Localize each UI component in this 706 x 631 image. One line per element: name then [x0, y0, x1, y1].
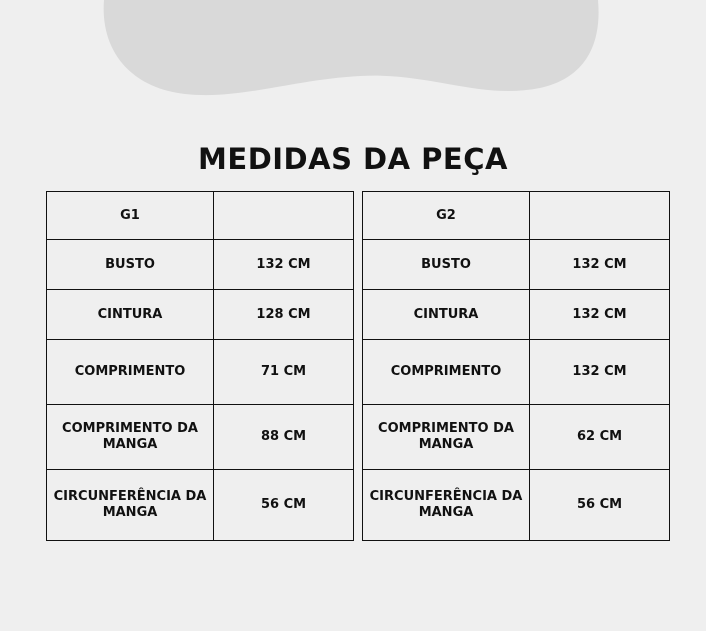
measure-value: 62 CM	[530, 405, 670, 470]
table-row	[47, 470, 354, 541]
measure-label: CIRCUNFERÊNCIA DA MANGA	[363, 470, 530, 541]
table-row	[363, 290, 670, 340]
table-header-row	[47, 192, 354, 240]
table-row	[363, 405, 670, 470]
header-value-cell	[530, 192, 670, 240]
measure-value: 132 CM	[530, 240, 670, 290]
measure-label: CINTURA	[363, 290, 530, 340]
measure-value: 88 CM	[214, 405, 354, 470]
measure-label: CINTURA	[47, 290, 214, 340]
decorative-blob	[0, 0, 706, 110]
measure-value: 132 CM	[214, 240, 354, 290]
measure-label: COMPRIMENTO	[363, 340, 530, 405]
table-row	[363, 240, 670, 290]
page-title: MEDIDAS DA PEÇA	[198, 142, 508, 176]
measure-label: BUSTO	[47, 240, 214, 290]
size-label: G1	[47, 192, 214, 240]
measure-value: 132 CM	[530, 340, 670, 405]
table-row	[363, 340, 670, 405]
table-row	[363, 470, 670, 541]
measure-label: BUSTO	[363, 240, 530, 290]
measure-value: 56 CM	[530, 470, 670, 541]
measure-label: CIRCUNFERÊNCIA DA MANGA	[47, 470, 214, 541]
size-table-g2	[362, 191, 670, 541]
measure-value: 132 CM	[530, 290, 670, 340]
measure-value: 128 CM	[214, 290, 354, 340]
size-label: G2	[363, 192, 530, 240]
size-table-g1	[46, 191, 354, 541]
table-row	[47, 290, 354, 340]
measure-label: COMPRIMENTO	[47, 340, 214, 405]
table-row	[47, 405, 354, 470]
header-value-cell	[214, 192, 354, 240]
measure-label: COMPRIMENTO DA MANGA	[47, 405, 214, 470]
measure-value: 71 CM	[214, 340, 354, 405]
measure-value: 56 CM	[214, 470, 354, 541]
table-row	[47, 340, 354, 405]
table-row	[47, 240, 354, 290]
table-header-row	[363, 192, 670, 240]
measure-label: COMPRIMENTO DA MANGA	[363, 405, 530, 470]
